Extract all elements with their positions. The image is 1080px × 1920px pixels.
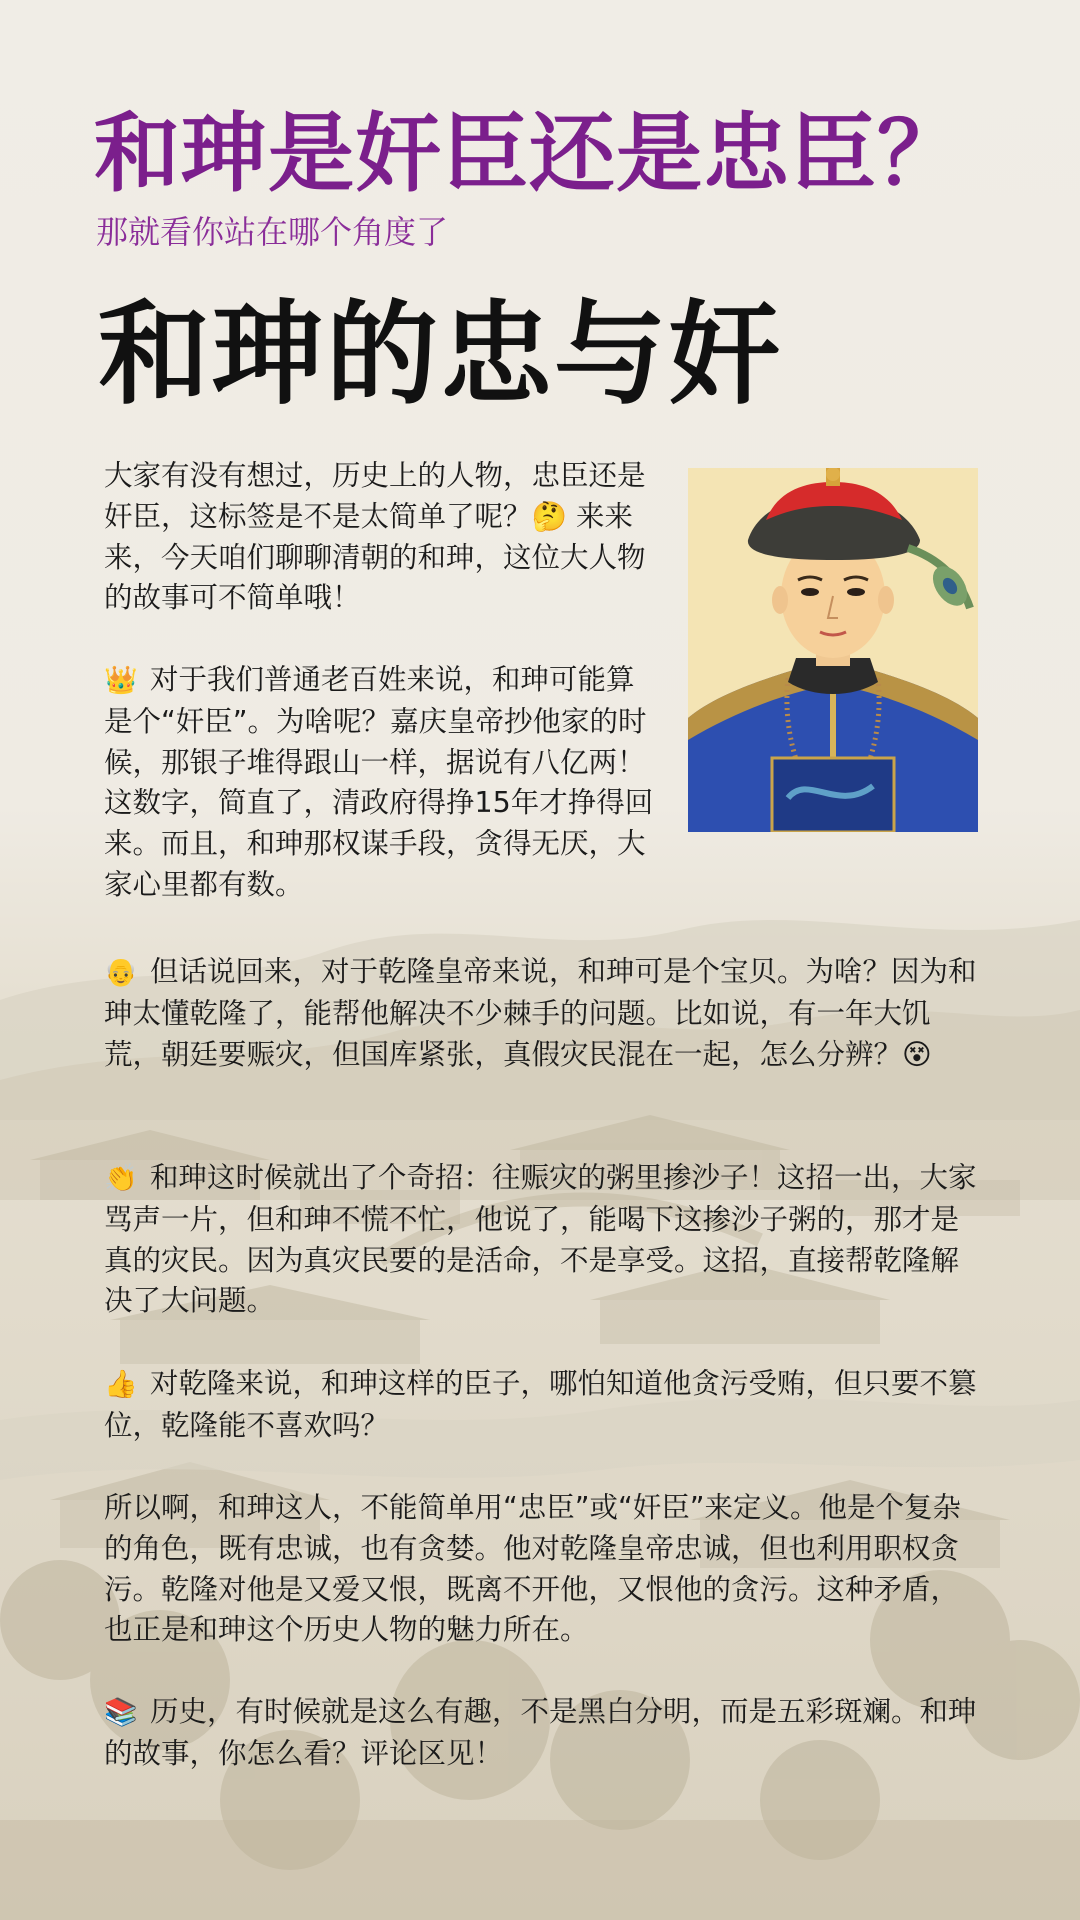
- portrait-of-qing-official-icon: [688, 468, 978, 832]
- paragraph-text: 历史，有时候就是这么有趣，不是黑白分明，而是五彩斑斓。和珅的故事，你怎么看？评论区见！: [104, 1695, 977, 1770]
- paragraph-text: 大家有没有想过，历史上的人物，忠臣还是奸臣，这标签是不是太简单了呢？🤔 来来来，今天咱们聊聊清朝的和珅，这位大人物的故事可不简单哦！: [104, 459, 646, 615]
- paragraph-text: 对于我们普通老百姓来说，和珅可能算是个“奸臣”。为啥呢？嘉庆皇帝抄他家的时候，那银子堆得跟山一样，据说有八亿两！这数字，简直了，清政府得挣15年才挣得回来。而且，和珅那权谋手段，贪得无厌，大家心里都有数。: [104, 663, 654, 901]
- paragraph-text: 对乾隆来说，和珅这样的臣子，哪怕知道他贪污受贿，但只要不篡位，乾隆能不喜欢吗？: [104, 1367, 977, 1442]
- paragraph-sand-porridge: [104, 1158, 984, 1322]
- paragraph-conclusion: [104, 1488, 984, 1651]
- thumbs-up-icon: 👍: [104, 1369, 138, 1400]
- paragraph-text: 所以啊，和珅这人，不能简单用“忠臣”或“奸臣”来定义。他是个复杂的角色，既有忠诚，也有贪婪。他对乾隆皇帝忠诚，但也利用职权贪污。乾隆对他是又爱又恨，既离不开他，又恨他的贪污。这种矛盾，也正是和珅这个历史人物的魅力所在。: [104, 1491, 962, 1647]
- crown-icon: 👑: [104, 665, 138, 696]
- page-subtitle: 那就看你站在哪个角度了: [96, 213, 449, 251]
- paragraph-closing: [104, 1692, 984, 1775]
- old-man-icon: 👴: [104, 957, 138, 988]
- paragraph-text: 和珅这时候就出了个奇招：往赈灾的粥里掺沙子！这招一出，大家骂声一片，但和珅不慌不忙，他说了，能喝下这掺沙子粥的，那才是真的灾民。因为真灾民要的是活命，不是享受。这招，直接帮乾隆解决了大问题。: [104, 1161, 977, 1318]
- clapping-hands-icon: 👏: [104, 1163, 138, 1194]
- paragraph-qianlong-view: [104, 952, 984, 1075]
- paragraph-commoners-view: [104, 660, 654, 906]
- books-icon: 📚: [104, 1697, 138, 1728]
- page-title: 和珅是奸臣还是忠臣？: [94, 104, 964, 204]
- paragraph-intro: [104, 456, 654, 619]
- paragraph-text: 但话说回来，对于乾隆皇帝来说，和珅可是个宝贝。为啥？因为和珅太懂乾隆了，能帮他解决不少棘手的问题。比如说，有一年大饥荒，朝廷要赈灾，但国库紧张，真假灾民混在一起，怎么分辨？😵: [104, 955, 977, 1071]
- paragraph-loyalty: [104, 1364, 984, 1447]
- section-heading: 和珅的忠与奸: [98, 290, 782, 420]
